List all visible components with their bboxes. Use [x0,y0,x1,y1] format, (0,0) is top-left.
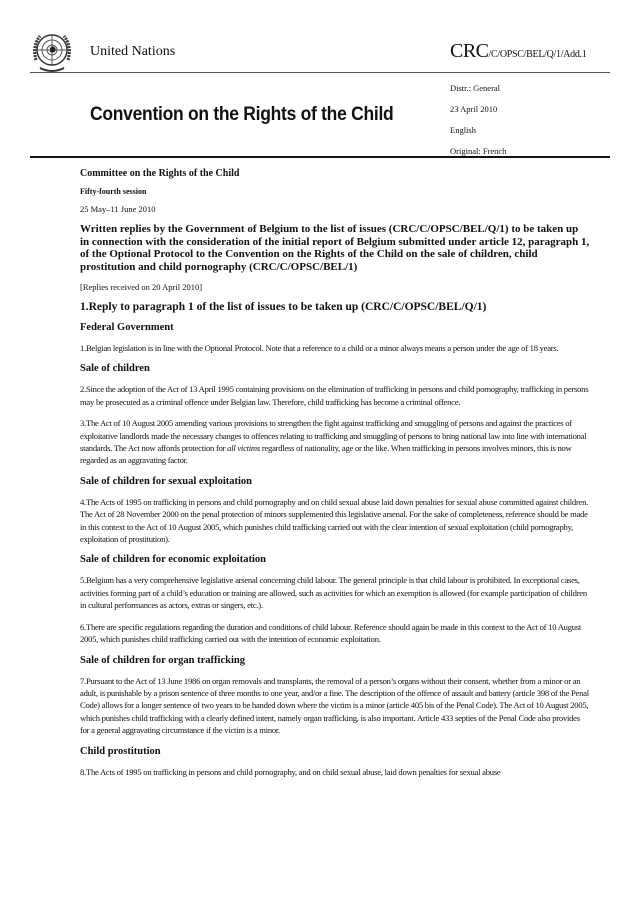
section-heading: 1.Reply to paragraph 1 of the list of issues to be taken up (CRC/C/OPSC/BEL/Q/1) [80,301,487,313]
subheading-organ: Sale of children for organ trafficking [80,654,245,666]
organization-name: United Nations [90,44,176,59]
paragraph-5: 5.Belgium has a very comprehensive legislative arsenal concerning child labour. The general principle is that child labour is prohibited. In exceptional cases, activities forming part of a child’s education or training are allowed, such as activities for which an exemption is allowed (for example participation of children in cultural performances as actors, extras or singers, etc.). [80,575,587,611]
language: English [450,125,476,135]
paragraph-3-b: regardless of nationality, age or the like. When trafficking in persons involves minors, this is now regarded as an aggravating factor. [80,443,572,466]
original-language: Original: French [450,146,507,156]
un-emblem-icon [30,30,74,74]
body-title: Convention on the Rights of the Child [90,104,394,125]
symbol-rest: /C/OPSC/BEL/Q/1/Add.1 [488,49,587,60]
issue-date: 23 April 2010 [450,104,498,114]
paragraph-6: 6.There are specific regulations regarding the duration and conditions of child labour. Reference should again be made in this context to the Act of 10 August 2005, which punishes child trafficking carried out with the intention of economic exploitation. [80,621,582,645]
paragraph-3-emphasis: all victims [227,443,260,454]
header-rule [30,72,610,73]
subheading-sale: Sale of children [80,363,150,375]
subheading-federal: Federal Government [80,322,174,333]
paragraph-4: 4.The Acts of 1995 on trafficking in persons and child pornography and on child sexual abuse laid down penalties for sexual abuse committed against children. The Act of 28 November 2000 on the penal protection of minors supplemented this legislative arsenal. For the sake of completeness, reference should be made in this context to the Act of 10 August 2005, which punishes child trafficking carried out with the clear intention of sexual exploitation (child pornography, exploitation of prostitution). [80,496,589,545]
document-title: Written replies by the Government of Belgium to the list of issues (CRC/C/OPSC/BEL/Q/1) to be taken up in connection with the consideration of the initial report of Belgium submitted under article 12, paragraph 1, of the Optional Protocol to the Convention on the Rights of the Child on the sale of children, child prostitution and child pornography (CRC/C/OPSC/BEL/1) [80,223,590,273]
session-dates: 25 May–11 June 2010 [80,204,156,214]
received-note: [Replies received on 20 April 2010] [80,282,203,292]
committee-heading: Committee on the Rights of the Child [80,168,240,179]
document-symbol [450,40,586,63]
session-heading: Fifty-fourth session [80,187,147,196]
paragraph-8: 8.The Acts of 1995 on trafficking in persons and child pornography, and on child sexual abuse, laid down penalties for sexual abuse [80,766,501,777]
symbol-main: CRC [450,40,489,62]
document-body [80,168,590,787]
subheading-sexual: Sale of children for sexual exploitation [80,475,252,487]
subheading-prostitution: Child prostitution [80,745,161,757]
paragraph-2: 2.Since the adoption of the Act of 13 April 1995 containing provisions on the elimination of trafficking in persons and child pornography, trafficking in persons may be prosecuted as a criminal offence under Belgian law. Therefore, child trafficking has become a criminal offence. [80,384,589,407]
subheading-economic: Sale of children for economic exploitation [80,554,266,566]
distribution: Distr.: General [450,83,501,93]
paragraph-1: 1.Belgian legislation is in line with the Optional Protocol. Note that a reference to a child or a minor always means a person under the age of 18 years. [80,343,559,353]
distribution-block [450,78,506,162]
paragraph-7: 7.Pursuant to the Act of 13 June 1986 on organ removals and transplants, the removal of a person’s organs without their consent, whether from a minor or an adult, is punishable by a prison sentence of three months to one year, and/or a fine. The description of the offence of assault and battery (article 398 of the Penal Code) allows for a longer sentence of two years to be handed down where the victim is a minor (article 405 bis of the Penal Code). The Act of 10 August 2005, which punishes child trafficking with a clearly defined intent, namely organ trafficking, is also important. Article 433 septies of the Penal Code also provides for a general aggravating circumstance if the victim is a minor. [80,675,589,736]
paragraph-3-a: 3.The Act of 10 August 2005 amending various provisions to strengthen the fight against trafficking and smuggling of persons and against the practices of exploitative landlords made the necessary changes to offences relating to trafficking and smuggling of persons to bring national law into line with international standards. The Act now affords protection for [80,418,587,454]
header-bottom-rule [30,156,610,158]
paragraph-3 [80,417,590,467]
